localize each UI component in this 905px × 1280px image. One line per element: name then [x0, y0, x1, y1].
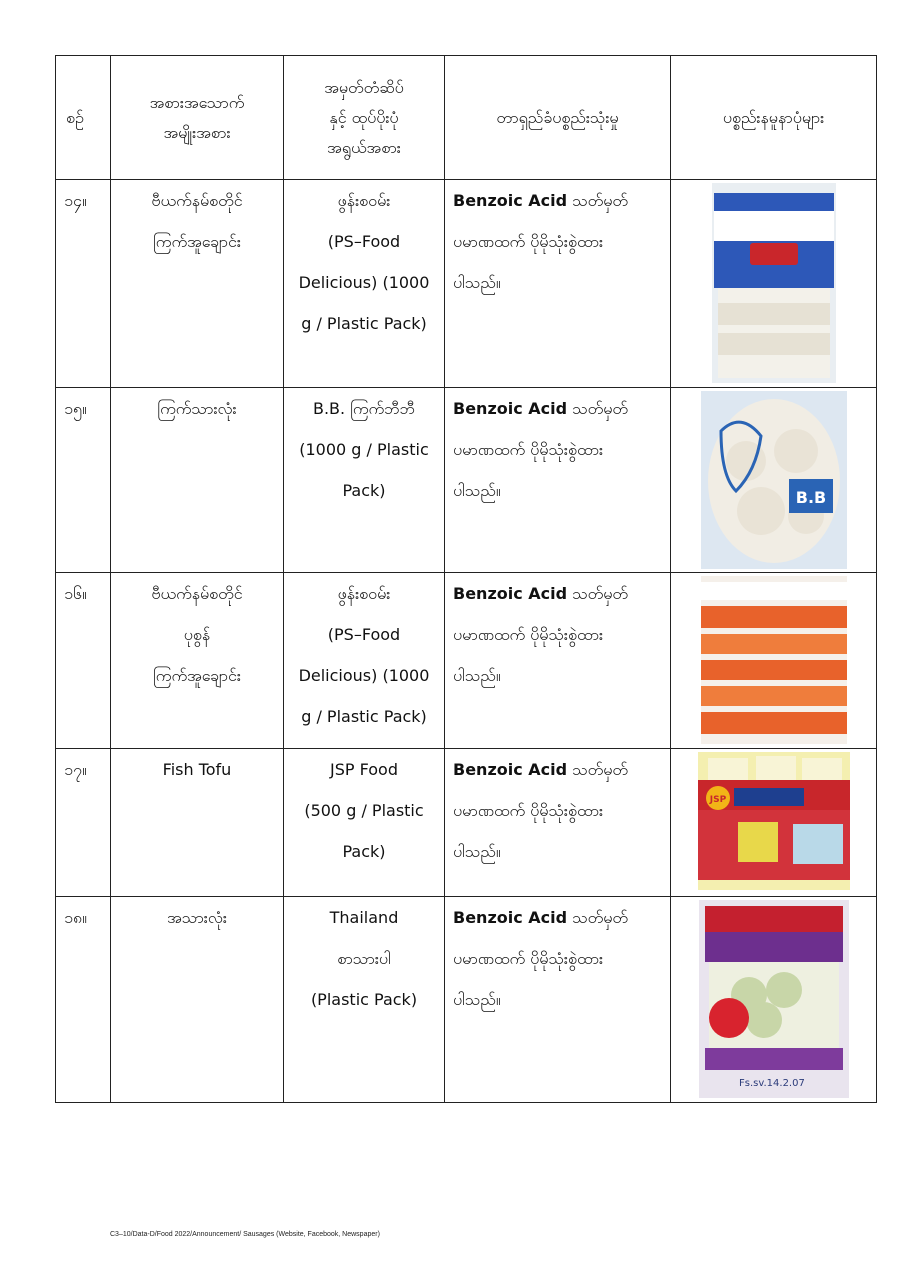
brand-cell: ဖွန်းစဝမ်း (PS–Food Delicious) (1000 g / Plastic Pack)	[284, 573, 445, 749]
food-type-cell: Fish Tofu	[111, 749, 284, 897]
svg-text:B.B: B.B	[795, 488, 826, 507]
brand-cell: JSP Food (500 g / Plastic Pack)	[284, 749, 445, 897]
jsp-fish-tofu-pack-photo	[698, 752, 850, 890]
ps-food-shrimp-sausage-photo	[701, 576, 847, 744]
sample-image-cell	[671, 573, 877, 749]
header-sample: ပစ္စည်းနမူနာပုံများ	[671, 56, 877, 180]
ps-food-sausage-pack-photo	[712, 183, 836, 383]
svg-text:Fs.sv.14.2.07: Fs.sv.14.2.07	[738, 1078, 805, 1089]
table-row	[56, 388, 877, 573]
header-no: စဉ်	[56, 56, 111, 180]
row-number: ၁၇။	[56, 749, 111, 897]
sample-image-cell	[671, 749, 877, 897]
brand-cell: B.B. ကြက်ဘီဘီ (1000 g / Plastic Pack)	[284, 388, 445, 573]
thai-meatball-pack-photo	[699, 900, 849, 1098]
table-row	[56, 897, 877, 1103]
food-type-cell: ဗီယက်နမ်စတိုင် ကြက်အူချောင်း	[111, 180, 284, 388]
food-type-cell: အသားလုံး	[111, 897, 284, 1103]
svg-text:JSP: JSP	[709, 795, 726, 805]
finding-cell: Benzoic Acid သတ်မှတ် ပမာဏထက် ပိုမိုသုံးစွဲထား ပါသည်။	[445, 897, 671, 1103]
sample-image-cell	[671, 180, 877, 388]
row-number: ၁၈။	[56, 897, 111, 1103]
footer-reference: C3–10/Data-D/Food 2022/Announcement/ Sausages (Website, Facebook, Newspaper)	[110, 1231, 380, 1238]
food-type-cell: ကြက်သားလုံး	[111, 388, 284, 573]
header-row	[56, 56, 877, 180]
table-row	[56, 749, 877, 897]
finding-cell: Benzoic Acid သတ်မှတ် ပမာဏထက် ပိုမိုသုံးစွဲထား ပါသည်။	[445, 573, 671, 749]
table-row	[56, 573, 877, 749]
finding-cell: Benzoic Acid သတ်မှတ် ပမာဏထက် ပိုမိုသုံးစွဲထား ပါသည်။	[445, 749, 671, 897]
header-finding: တာရှည်ခံပစ္စည်းသုံးမှု	[445, 56, 671, 180]
sample-image-cell	[671, 388, 877, 573]
finding-cell: Benzoic Acid သတ်မှတ် ပမာဏထက် ပိုမိုသုံးစွဲထား ပါသည်။	[445, 388, 671, 573]
row-number: ၁၆။	[56, 573, 111, 749]
bb-chicken-ball-pack-photo	[701, 391, 847, 569]
brand-cell: ဖွန်းစဝမ်း (PS–Food Delicious) (1000 g / Plastic Pack)	[284, 180, 445, 388]
header-food-type: အစားအသောက် အမျိုးအစား	[111, 56, 284, 180]
row-number: ၁၄။	[56, 180, 111, 388]
data-table	[55, 55, 877, 1103]
sample-image-cell	[671, 897, 877, 1103]
table-row	[56, 180, 877, 388]
finding-cell: Benzoic Acid သတ်မှတ် ပမာဏထက် ပိုမိုသုံးစွဲထား ပါသည်။	[445, 180, 671, 388]
row-number: ၁၅။	[56, 388, 111, 573]
brand-cell: Thailand စာသားပါ (Plastic Pack)	[284, 897, 445, 1103]
header-brand: အမှတ်တံဆိပ် နှင့် ထုပ်ပိုးပုံ အရွယ်အစား	[284, 56, 445, 180]
food-type-cell: ဗီယက်နမ်စတိုင် ပုစွန် ကြက်အူချောင်း	[111, 573, 284, 749]
